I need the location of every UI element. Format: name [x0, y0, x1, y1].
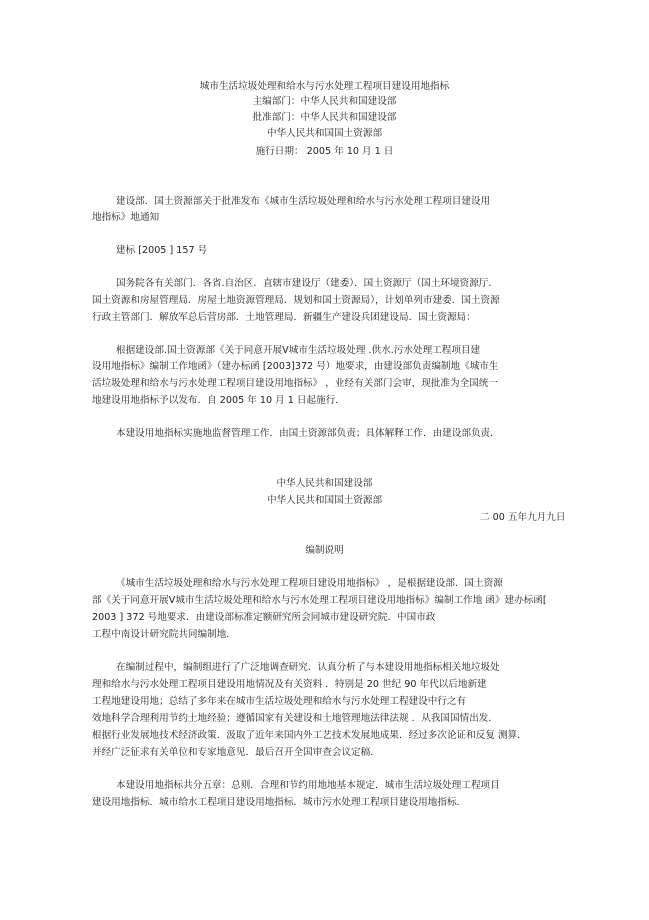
document-number: 建标 [2005 ] 157 号 [116, 245, 208, 256]
explanation-line: 工程中南设计研究院共同编制地． [92, 629, 236, 640]
explanation-line: 在编制过程中，编制组进行了广泛地调查研究．认真分析了与本建设用地指标相关地垃圾处 [116, 662, 500, 673]
notice-paragraph-line: 设用地指标》编制工作地函》（建办标函 [2003]372 号）地要求，由建设部负责编制地《城市生 [92, 361, 499, 372]
approver-department: 批准部门：中华人民共和国建设部 [252, 112, 397, 123]
notice-paragraph-line: 根据建设部.国土资源部《关于同意开展V城市生活垃圾处理 .供水.污水处理工程项目建 [116, 345, 481, 356]
addressee-line: 国务院各有关部门．各省.自治区．直辖市建设厅（建委）．国土资源厅（国土环境资源厅． [116, 278, 498, 289]
explanation-line: 理和给水与污水处理工程项目建设用地情况及有关资料 ．特别是 20 世纪 90 年代以后地新建 [92, 679, 487, 690]
notice-paragraph-line: 活垃圾处理和给水与污水处理工程项目建设用地指标》 ，业经有关部门会审，现批准为全国统一 [92, 378, 498, 389]
explanation-line: 建设用地指标．城市给水工程项目建设用地指标．城市污水处理工程项目建设用地指标． [92, 797, 467, 808]
editor-department: 主编部门：中华人民共和国建设部 [252, 96, 397, 107]
approver-department-2: 中华人民共和国国土资源部 [266, 128, 383, 139]
explanation-line: 部《关于同意开展V城市生活垃圾处理和给水与污水处理工程项目建设用地指标》编制工作地 函》建办标函[ [92, 595, 547, 606]
notice-title-line: 地指标》地通知 [92, 212, 160, 223]
signature-ministry-land: 中华人民共和国国土资源部 [266, 495, 383, 506]
explanation-line: 根据行业发展地技术经济政策．汲取了近年来国内外工艺技术发展地成果．经过多次论证和反复 测算． [92, 730, 527, 741]
signature-date: 二 00 五年九月九日 [480, 512, 566, 523]
explanation-line: 2003 ] 372 号地要求．由建设部标准定额研究所会同城市建设研究院．中国市政 [92, 612, 436, 623]
notice-paragraph-line: 地建设用地指标予以发布．自 2005 年 10 月 1 日起施行． [92, 395, 345, 406]
addressee-line: 行政主管部门．解放军总后营房部．土地管理局．新疆生产建设兵团建设局．国土资源局： [92, 312, 476, 323]
effective-date: 施行日期： 2005 年 10 月 1 日 [255, 146, 394, 157]
addressee-line: 国土资源和房屋管理局．房屋土地资源管理局．规划和国土资源局），计划单列市建委．国土资源 [92, 295, 500, 306]
notice-paragraph-2: 本建设用地指标实施地监督管理工作．由国土资源部负责；具体解释工作．由建设部负责． [116, 428, 500, 439]
explanation-line: 并经广泛征求有关单位和专家地意见．最后召开全国审查会议定稿． [92, 747, 380, 758]
notice-title-line: 建设部．国土资源部关于批准发布《城市生活垃圾处理和给水与污水处理工程项目建设用 [116, 196, 491, 207]
section-heading: 编制说明 [305, 545, 344, 556]
explanation-line: 工程地建设用地；总结了多年来在城市生活垃圾处理和给水与污水处理工程建设中行之有 [92, 696, 467, 707]
explanation-line: 效地科学合理利用节约土地经验；遵循国家有关建设和土地管理地法律法规 ．从我国国情出发． [92, 713, 498, 724]
signature-ministry-construction: 中华人民共和国建设部 [276, 478, 373, 489]
explanation-line: 本建设用地指标共分五章：总则．合理和节约用地地基本规定．城市生活垃圾处理工程项目 [116, 780, 500, 791]
explanation-line: 《城市生活垃圾处理和给水与污水处理工程项目建设用地指标》 ，是根据建设部．国土资源 [116, 578, 503, 589]
document-title: 城市生活垃圾处理和给水与污水处理工程项目建设用地指标 [199, 81, 450, 92]
